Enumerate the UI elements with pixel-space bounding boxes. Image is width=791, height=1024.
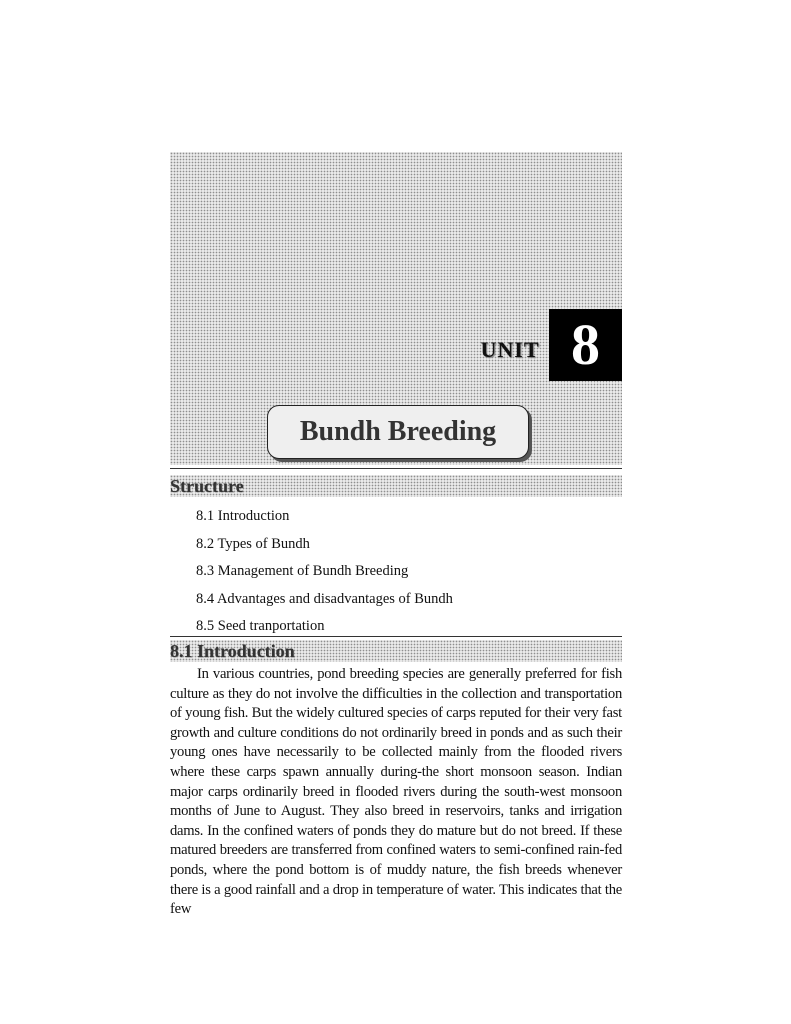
introduction-heading-bar xyxy=(170,640,622,662)
divider-top xyxy=(170,468,622,469)
unit-label: UNIT xyxy=(480,337,540,362)
structure-list xyxy=(196,503,453,641)
unit-number: 8 xyxy=(549,309,622,381)
structure-item: 8.1 Introduction xyxy=(196,508,290,524)
chapter-title: Bundh Breeding xyxy=(267,405,529,459)
structure-heading-bar xyxy=(170,475,622,497)
structure-item: 8.2 Types of Bundh xyxy=(196,535,310,552)
structure-item: 8.4 Advantages and disadvantages of Bundh xyxy=(196,590,453,607)
structure-item: 8.5 Seed tranportation xyxy=(196,618,325,634)
introduction-paragraph: In various countries, pond breeding species are generally preferred for fish culture as they do not involve the difficulties in the collection and transportation of young fish. But the widely cultured species of carps reputed for their very fast growth and culture conditions do not ordinarily breed in ponds and as such their young ones have necessarily to be collected mainly from the flooded rivers where these carps spawn annually during-the short monsoon season. Indian major carps ordinarily breed in flooded rivers during the south-west monsoon months of June to August. They also breed in reservoirs, tanks and irrigation dams. In the confined waters of ponds they do mature but do not breed. If these matured breeders are transferred from confined waters to semi-confined rain-fed ponds, where the pond bottom is of muddy nature, the fish breeds whenever there is a good rainfall and a drop in temperature of water. This indicates that the few xyxy=(170,666,622,918)
structure-heading: Structure xyxy=(170,476,244,496)
divider-introduction xyxy=(170,636,622,637)
structure-item: 8.3 Management of Bundh Breeding xyxy=(196,563,409,579)
introduction-heading: 8.1 Introduction xyxy=(170,641,295,661)
